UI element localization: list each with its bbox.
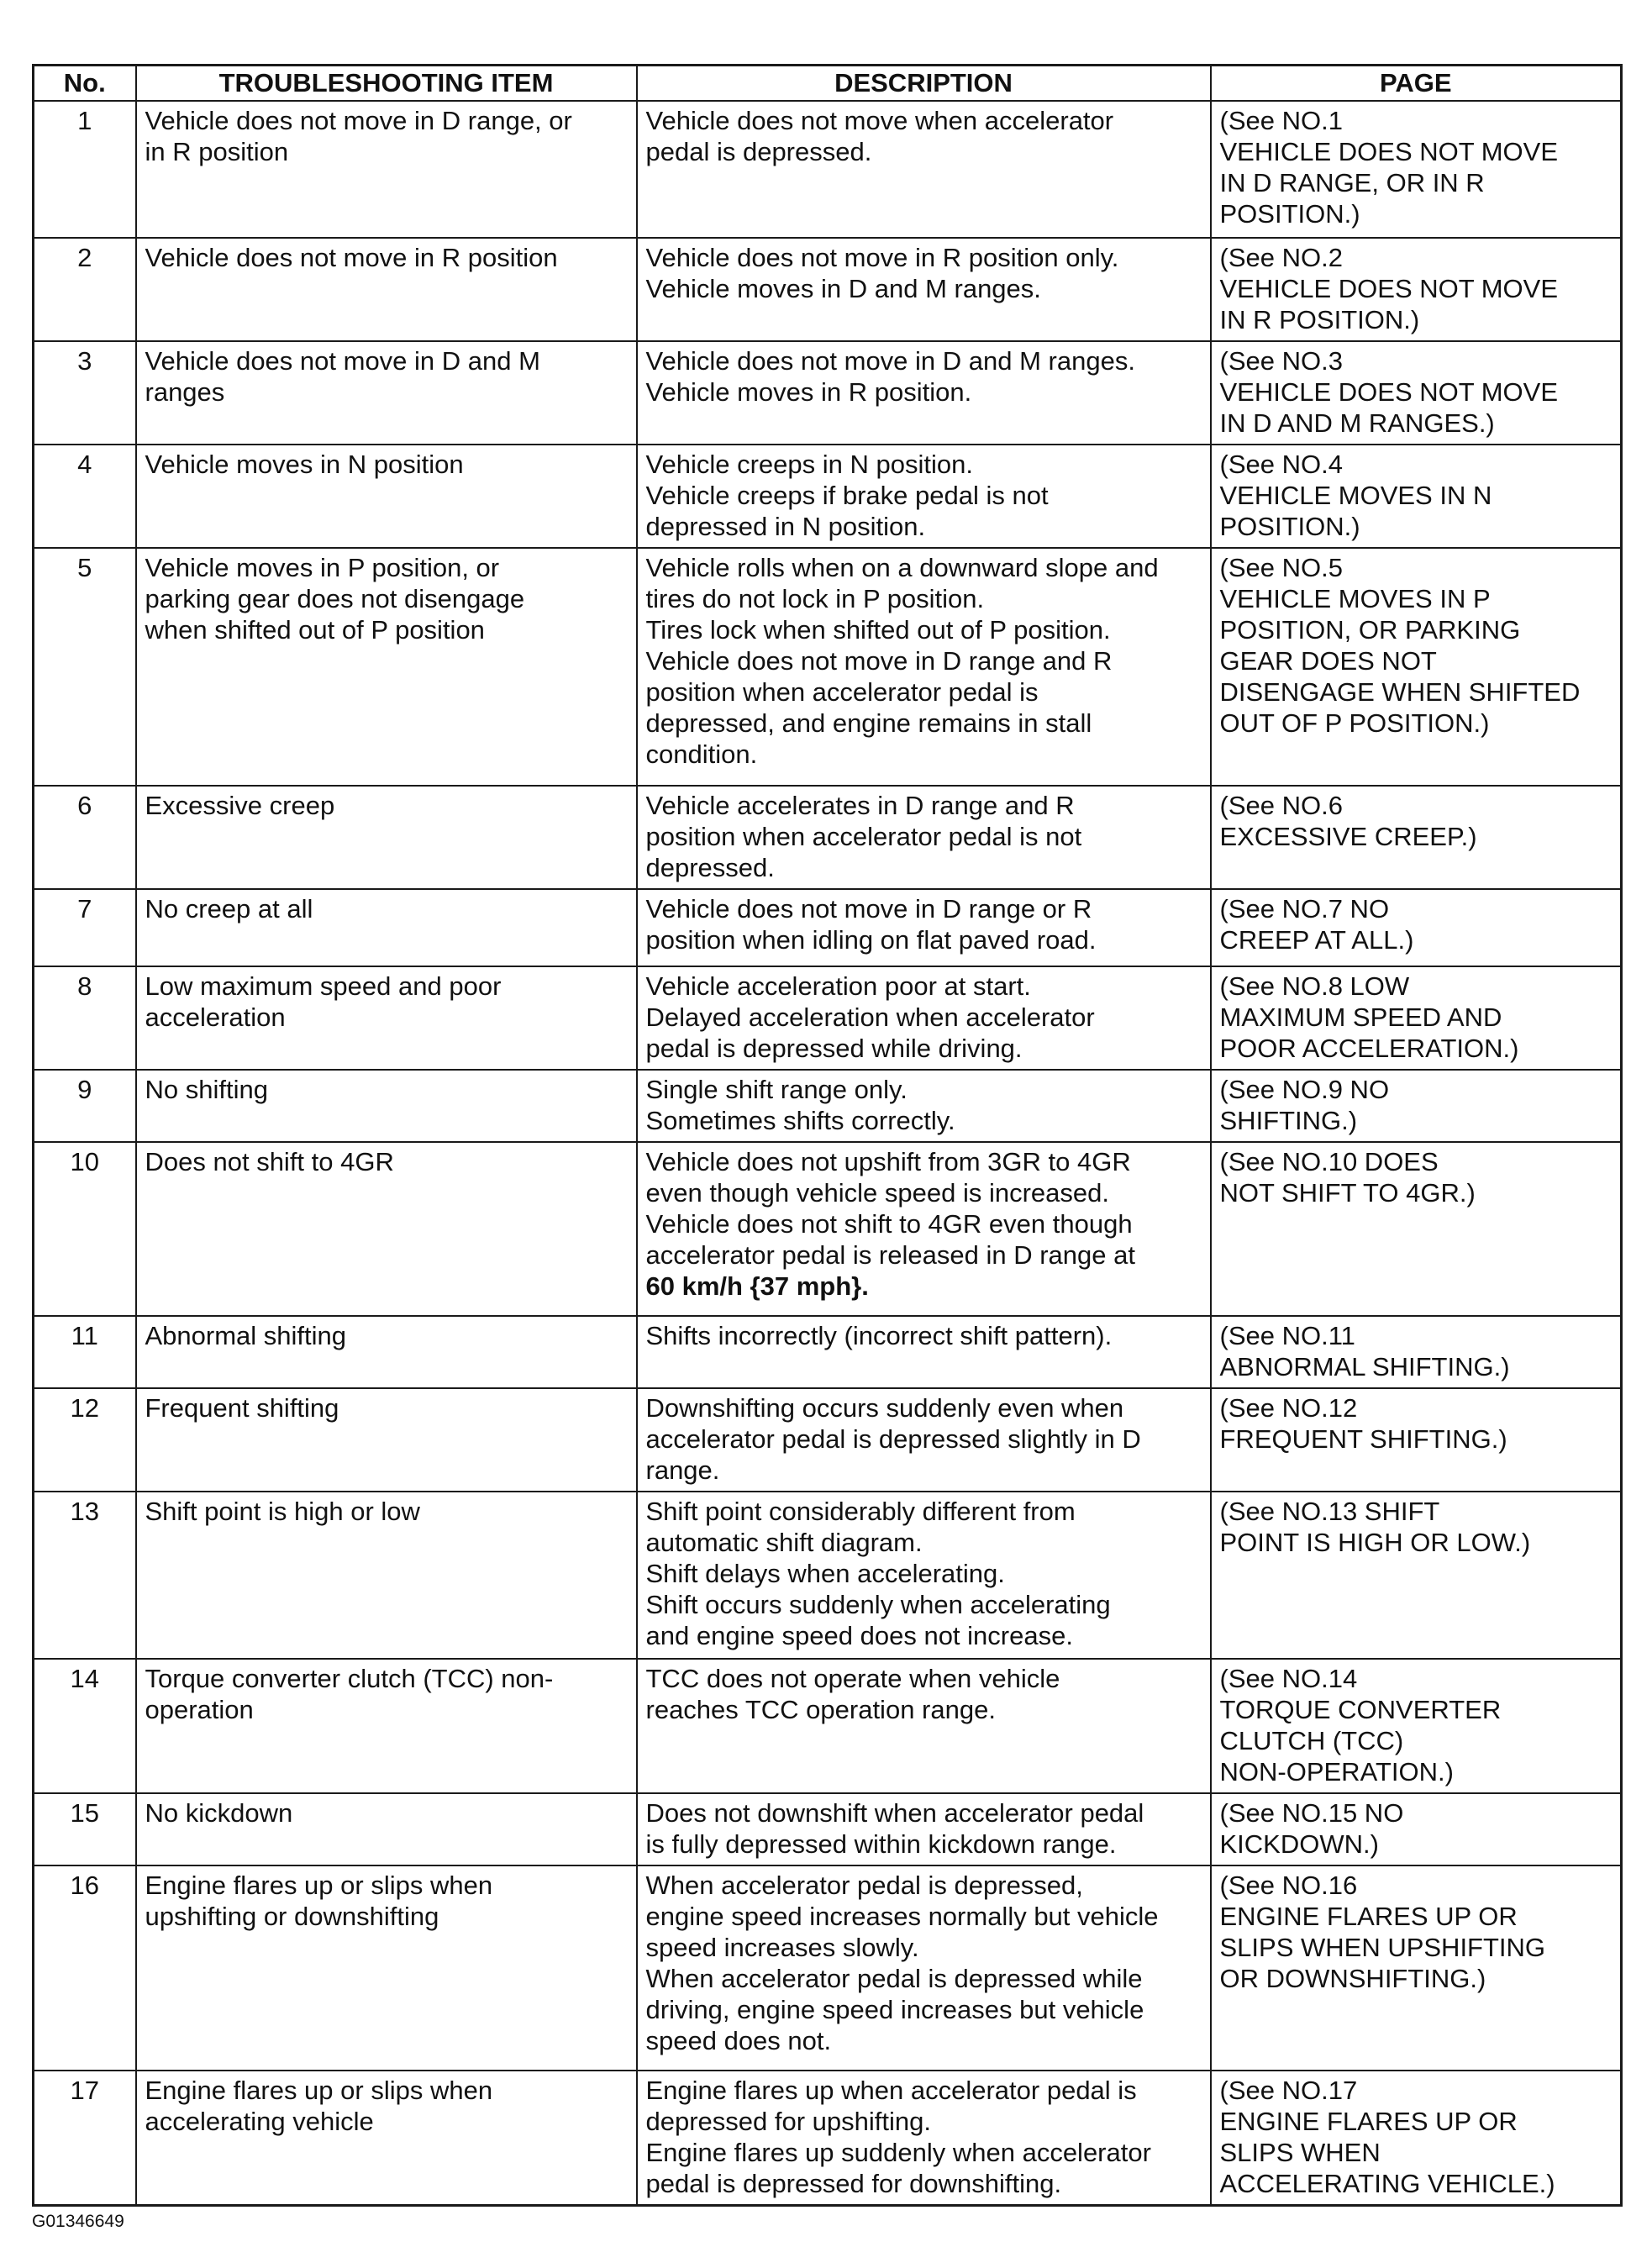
description-line: Delayed acceleration when accelerator pedal is depressed while driving. xyxy=(645,1002,1095,1063)
troubleshooting-item: Vehicle does not move in D range, or in R position xyxy=(136,101,637,238)
description xyxy=(637,889,1211,966)
page-reference: (See NO.9 NO SHIFTING.) xyxy=(1211,1070,1622,1142)
description-line: 60 km/h {37 mph}. xyxy=(645,1271,869,1301)
page-reference: (See NO.5 VEHICLE MOVES IN P POSITION, OR PARKING GEAR DOES NOT DISENGAGE WHEN SHIFTED OUT OF P POSITION.) xyxy=(1211,548,1622,786)
description-line: Downshifting occurs suddenly even when accelerator pedal is depressed slightly in D range. xyxy=(645,1393,1141,1485)
description-line: When accelerator pedal is depressed, engine speed increases normally but vehicle speed increases slowly. xyxy=(645,1871,1159,1962)
description-line: Vehicle creeps in N position. xyxy=(645,450,973,479)
description-line: Vehicle does not move in D range or R position when idling on flat paved road. xyxy=(645,894,1097,955)
row-number: 9 xyxy=(34,1070,136,1142)
troubleshooting-item: No creep at all xyxy=(136,889,637,966)
troubleshooting-item: No shifting xyxy=(136,1070,637,1142)
description xyxy=(637,238,1211,341)
troubleshooting-item: Vehicle does not move in R position xyxy=(136,238,637,341)
header-row xyxy=(34,66,1622,102)
row-number: 11 xyxy=(34,1316,136,1388)
page-reference: (See NO.13 SHIFT POINT IS HIGH OR LOW.) xyxy=(1211,1492,1622,1659)
description-line: Engine flares up when accelerator pedal is depressed for upshifting. xyxy=(645,2076,1137,2136)
table-row xyxy=(34,1388,1622,1492)
troubleshooting-item: Vehicle moves in P position, or parking gear does not disengage when shifted out of P position xyxy=(136,548,637,786)
row-number: 1 xyxy=(34,101,136,238)
description xyxy=(637,1793,1211,1865)
row-number: 14 xyxy=(34,1659,136,1793)
description xyxy=(637,1865,1211,2071)
troubleshooting-item: Frequent shifting xyxy=(136,1388,637,1492)
troubleshooting-item: Shift point is high or low xyxy=(136,1492,637,1659)
troubleshooting-item: Engine flares up or slips when upshifting or downshifting xyxy=(136,1865,637,2071)
page-reference: (See NO.11 ABNORMAL SHIFTING.) xyxy=(1211,1316,1622,1388)
description-line: Vehicle does not move when accelerator pedal is depressed. xyxy=(645,106,1114,166)
page-reference: (See NO.16 ENGINE FLARES UP OR SLIPS WHEN UPSHIFTING OR DOWNSHIFTING.) xyxy=(1211,1865,1622,2071)
troubleshooting-item: No kickdown xyxy=(136,1793,637,1865)
row-number: 15 xyxy=(34,1793,136,1865)
row-number: 4 xyxy=(34,445,136,548)
table-row xyxy=(34,786,1622,889)
description xyxy=(637,548,1211,786)
description-line: Vehicle acceleration poor at start. xyxy=(645,971,1031,1001)
description-line: TCC does not operate when vehicle reaches TCC operation range. xyxy=(645,1664,1060,1724)
page-reference: (See NO.3 VEHICLE DOES NOT MOVE IN D AND M RANGES.) xyxy=(1211,341,1622,445)
table-row xyxy=(34,341,1622,445)
row-number: 16 xyxy=(34,1865,136,2071)
table-row xyxy=(34,1316,1622,1388)
description-line: Does not downshift when accelerator pedal is fully depressed within kickdown range. xyxy=(645,1798,1144,1859)
page-reference: (See NO.7 NO CREEP AT ALL.) xyxy=(1211,889,1622,966)
row-number: 8 xyxy=(34,966,136,1070)
table-row xyxy=(34,1865,1622,2071)
description-line: Tires lock when shifted out of P position. xyxy=(645,615,1111,645)
description-line: Vehicle does not upshift from 3GR to 4GR even though vehicle speed is increased. xyxy=(645,1147,1131,1208)
row-number: 13 xyxy=(34,1492,136,1659)
page-reference: (See NO.6 EXCESSIVE CREEP.) xyxy=(1211,786,1622,889)
row-number: 12 xyxy=(34,1388,136,1492)
table-row xyxy=(34,101,1622,238)
header-page: PAGE xyxy=(1211,66,1622,102)
description-line: Engine flares up suddenly when accelerator pedal is depressed for downshifting. xyxy=(645,2138,1151,2198)
description xyxy=(637,1070,1211,1142)
header-no: No. xyxy=(34,66,136,102)
description-line: Sometimes shifts correctly. xyxy=(645,1106,955,1135)
description-line: Shifts incorrectly (incorrect shift pattern). xyxy=(645,1321,1113,1350)
table-header xyxy=(34,66,1622,102)
page-reference: (See NO.14 TORQUE CONVERTER CLUTCH (TCC) NON-OPERATION.) xyxy=(1211,1659,1622,1793)
page-reference: (See NO.15 NO KICKDOWN.) xyxy=(1211,1793,1622,1865)
table-row xyxy=(34,1492,1622,1659)
page-reference: (See NO.8 LOW MAXIMUM SPEED AND POOR ACCELERATION.) xyxy=(1211,966,1622,1070)
description-line: Vehicle accelerates in D range and R position when accelerator pedal is not depressed. xyxy=(645,791,1082,882)
description-line: When accelerator pedal is depressed while driving, engine speed increases but vehicle speed does not. xyxy=(645,1964,1144,2055)
header-troubleshooting-item: TROUBLESHOOTING ITEM xyxy=(136,66,637,102)
description-line: Vehicle moves in R position. xyxy=(645,377,972,407)
page-reference: (See NO.17 ENGINE FLARES UP OR SLIPS WHEN ACCELERATING VEHICLE.) xyxy=(1211,2071,1622,2206)
table-row xyxy=(34,889,1622,966)
troubleshooting-item: Low maximum speed and poor acceleration xyxy=(136,966,637,1070)
description xyxy=(637,786,1211,889)
description xyxy=(637,1388,1211,1492)
description-line: Shift point considerably different from automatic shift diagram. xyxy=(645,1497,1076,1557)
page-reference: (See NO.12 FREQUENT SHIFTING.) xyxy=(1211,1388,1622,1492)
description-line: Vehicle does not move in D range and R position when accelerator pedal is depressed, and engine remains in stall condition. xyxy=(645,646,1113,769)
description-line: Vehicle does not shift to 4GR even though accelerator pedal is released in D range at xyxy=(645,1209,1135,1270)
description-line: Vehicle rolls when on a downward slope and tires do not lock in P position. xyxy=(645,553,1159,613)
description-line: Vehicle does not move in D and M ranges. xyxy=(645,346,1135,376)
table-row xyxy=(34,238,1622,341)
description-line: Vehicle does not move in R position only. xyxy=(645,243,1119,272)
description xyxy=(637,445,1211,548)
description xyxy=(637,2071,1211,2206)
description-line: Single shift range only. xyxy=(645,1075,908,1104)
description-line: Vehicle creeps if brake pedal is not depressed in N position. xyxy=(645,481,1049,541)
table-row xyxy=(34,548,1622,786)
troubleshooting-item: Abnormal shifting xyxy=(136,1316,637,1388)
troubleshooting-item: Torque converter clutch (TCC) non- operation xyxy=(136,1659,637,1793)
troubleshooting-item: Vehicle moves in N position xyxy=(136,445,637,548)
header-description: DESCRIPTION xyxy=(637,66,1211,102)
description xyxy=(637,966,1211,1070)
table-row xyxy=(34,1659,1622,1793)
row-number: 17 xyxy=(34,2071,136,2206)
page-reference: (See NO.2 VEHICLE DOES NOT MOVE IN R POSITION.) xyxy=(1211,238,1622,341)
row-number: 10 xyxy=(34,1142,136,1316)
table-row xyxy=(34,1142,1622,1316)
table-row xyxy=(34,2071,1622,2206)
description xyxy=(637,1492,1211,1659)
description xyxy=(637,1316,1211,1388)
table-row xyxy=(34,966,1622,1070)
table-row xyxy=(34,1793,1622,1865)
figure-code: G01346649 xyxy=(32,2212,124,2231)
description xyxy=(637,101,1211,238)
description xyxy=(637,341,1211,445)
page-reference: (See NO.1 VEHICLE DOES NOT MOVE IN D RANGE, OR IN R POSITION.) xyxy=(1211,101,1622,238)
troubleshooting-table xyxy=(32,64,1623,2207)
row-number: 7 xyxy=(34,889,136,966)
table-body xyxy=(34,101,1622,2206)
row-number: 3 xyxy=(34,341,136,445)
troubleshooting-item: Vehicle does not move in D and M ranges xyxy=(136,341,637,445)
troubleshooting-item: Does not shift to 4GR xyxy=(136,1142,637,1316)
table-row xyxy=(34,445,1622,548)
page-reference: (See NO.10 DOES NOT SHIFT TO 4GR.) xyxy=(1211,1142,1622,1316)
description-line: Vehicle moves in D and M ranges. xyxy=(645,274,1041,303)
description xyxy=(637,1659,1211,1793)
description-line: Shift delays when accelerating. xyxy=(645,1559,1005,1588)
row-number: 2 xyxy=(34,238,136,341)
table-row xyxy=(34,1070,1622,1142)
description xyxy=(637,1142,1211,1316)
troubleshooting-item: Excessive creep xyxy=(136,786,637,889)
row-number: 5 xyxy=(34,548,136,786)
row-number: 6 xyxy=(34,786,136,889)
page-reference: (See NO.4 VEHICLE MOVES IN N POSITION.) xyxy=(1211,445,1622,548)
description-line: Shift occurs suddenly when accelerating and engine speed does not increase. xyxy=(645,1590,1111,1650)
troubleshooting-item: Engine flares up or slips when accelerating vehicle xyxy=(136,2071,637,2206)
